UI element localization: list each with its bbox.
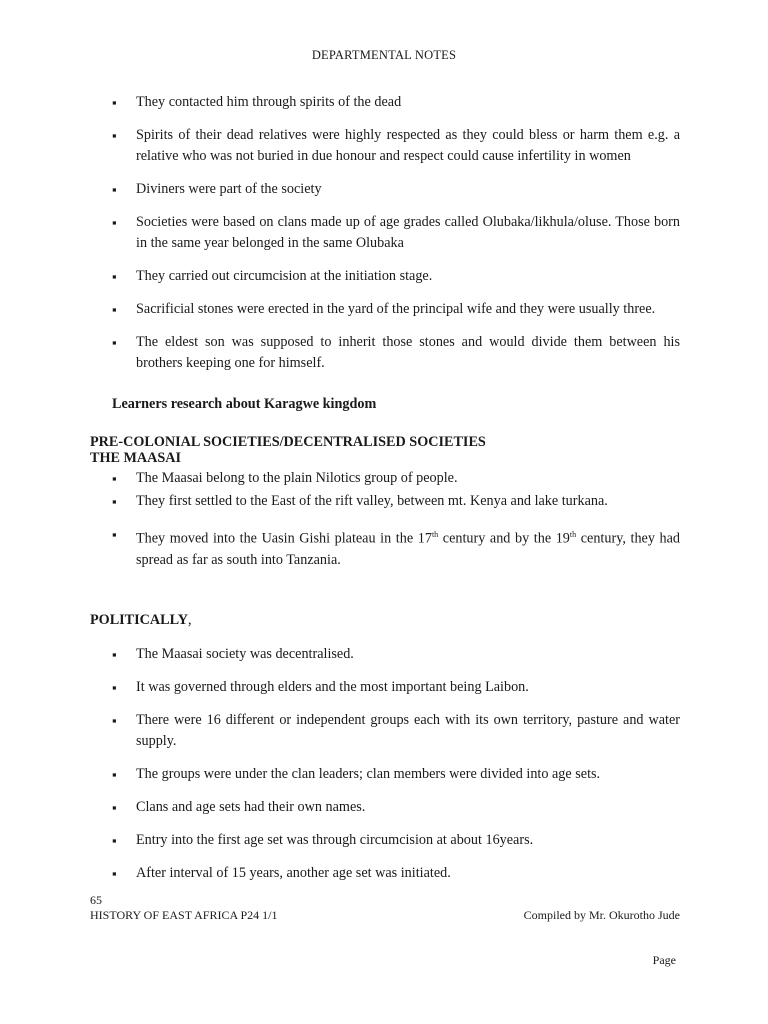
list-item: ▪ Clans and age sets had their own names.	[90, 797, 680, 818]
list-item: ▪ The eldest son was supposed to inherit those stones and would divide them between his brothers keeping one for himself.	[90, 332, 680, 374]
list-item: ▪ They contacted him through spirits of the dead	[90, 92, 680, 113]
maasai-origin-block	[90, 468, 680, 573]
list-item: ▪ Societies were based on clans made up of age grades called Olubaka/likhula/oluse. Those born in the same year belonged in the same Olubaka	[90, 212, 680, 254]
beliefs-list	[90, 92, 680, 374]
beliefs-list-block	[90, 92, 680, 386]
list-item: ▪ After interval of 15 years, another age set was initiated.	[90, 863, 680, 884]
list-item: ▪ There were 16 different or independent groups each with its own territory, pasture and water supply.	[90, 710, 680, 752]
politically-heading	[90, 612, 192, 629]
list-item: ▪ Diviners were part of the society	[90, 179, 680, 200]
list-item: ▪ The Maasai belong to the plain Nilotics group of people.	[90, 468, 680, 489]
text-part: century and by the 19	[438, 530, 570, 547]
list-item: ▪ Spirits of their dead relatives were highly respected as they could bless or harm them e.g. a relative who was not buried in due honour and respect could cause infertility in women	[90, 125, 680, 167]
list-item: ▪ Sacrificial stones were erected in the yard of the principal wife and they were usually three.	[90, 299, 680, 320]
footer-course: HISTORY OF EAST AFRICA P24 1/1	[90, 908, 278, 922]
superscript: th	[569, 530, 577, 539]
list-item: ▪ They carried out circumcision at the initiation stage.	[90, 266, 680, 287]
document-header: DEPARTMENTAL NOTES	[311, 48, 457, 62]
learners-note: Learners research about Karagwe kingdom	[112, 396, 377, 412]
superscript: th	[431, 530, 439, 539]
text-part: century, they had spread as far as south into Tanzania.	[136, 530, 681, 568]
section-subtitle: THE MAASAI	[90, 450, 182, 466]
list-item	[90, 524, 680, 571]
list-item: ▪ The Maasai society was decentralised.	[90, 644, 680, 665]
list-item: ▪ They first settled to the East of the rift valley, between mt. Kenya and lake turkana.	[90, 491, 680, 512]
list-item: ▪ Entry into the first age set was through circumcision at about 16years.	[90, 830, 680, 851]
list-item: ▪ The groups were under the clan leaders; clan members were divided into age sets.	[90, 764, 680, 785]
footer-page-number: 65	[90, 893, 102, 907]
maasai-origin-list	[90, 468, 680, 571]
text-part: They moved into the Uasin Gishi plateau in the 17	[136, 530, 432, 547]
political-list	[90, 644, 680, 884]
heading-text: POLITICALLY	[90, 612, 189, 628]
political-list-block	[90, 644, 680, 896]
footer-compiled-by: Compiled by Mr. Okurotho Jude	[523, 908, 680, 922]
footer-page-label: Page	[652, 953, 676, 967]
list-item: ▪ It was governed through elders and the most important being Laibon.	[90, 677, 680, 698]
heading-punct: ,	[188, 612, 192, 628]
section-title: PRE-COLONIAL SOCIETIES/DECENTRALISED SOCIETIES	[90, 434, 486, 450]
